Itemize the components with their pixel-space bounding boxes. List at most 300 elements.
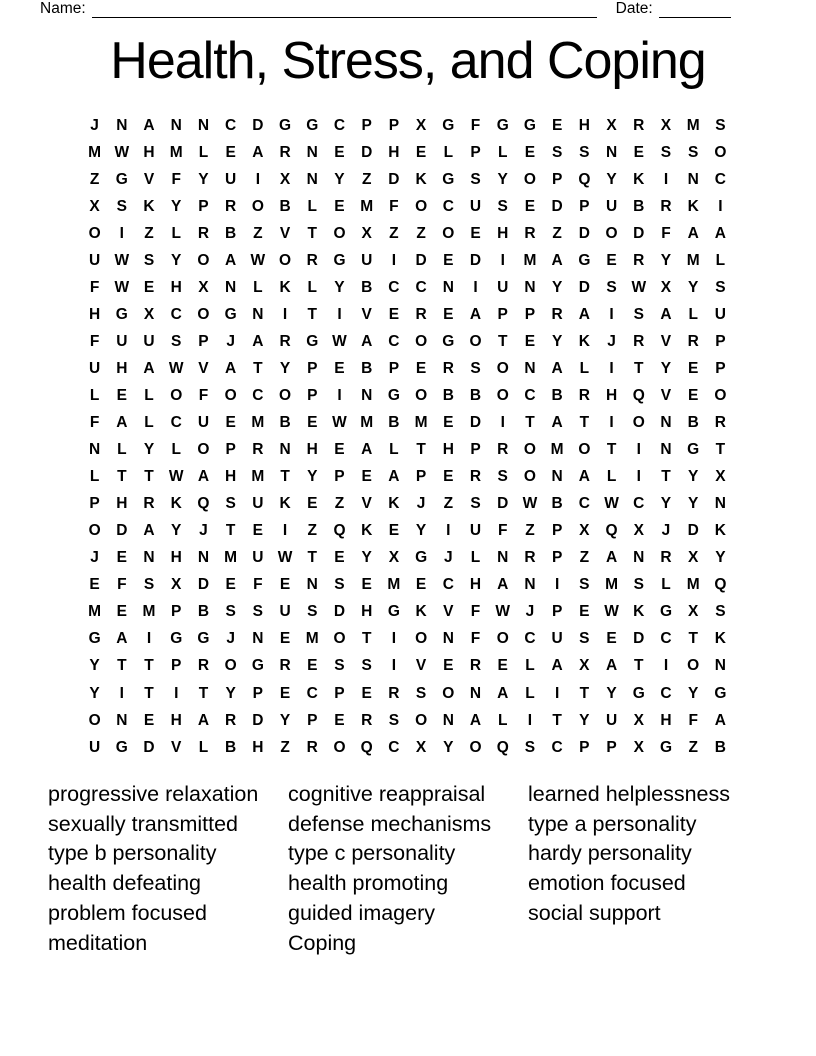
grid-letter-r3c22: I	[663, 170, 669, 188]
grid-letter-r17c12: X	[388, 549, 400, 567]
grid-letter-r8c2: G	[115, 305, 128, 323]
grid-letter-r4c20: U	[605, 197, 618, 215]
word-search-grid	[81, 112, 734, 761]
grid-letter-r7c23: Y	[688, 278, 699, 296]
grid-letter-r10c14: R	[442, 359, 454, 377]
grid-letter-r19c19: E	[579, 603, 590, 621]
grid-letter-r6c12: I	[391, 251, 397, 269]
word-item: emotion focused	[528, 871, 686, 896]
grid-letter-r6c20: E	[606, 251, 617, 269]
grid-letter-r20c4: G	[170, 630, 183, 648]
grid-letter-r4c17: E	[524, 197, 536, 215]
grid-letter-r22c4: I	[174, 684, 179, 702]
grid-letter-r3c11: Z	[361, 170, 372, 188]
grid-letter-r10c24: P	[715, 359, 726, 377]
grid-letter-r16c8: I	[282, 522, 288, 540]
grid-letter-r24c18: C	[551, 738, 563, 756]
grid-letter-r7c5: X	[198, 278, 209, 296]
grid-letter-r22c17: L	[525, 684, 535, 702]
grid-letter-r23c7: D	[252, 711, 264, 729]
grid-letter-r3c10: Y	[334, 170, 345, 188]
grid-letter-r8c12: E	[388, 305, 400, 323]
grid-letter-r6c14: E	[443, 251, 454, 269]
grid-letter-r24c3: D	[143, 738, 155, 756]
grid-letter-r16c2: D	[116, 522, 128, 540]
grid-letter-r10c19: L	[579, 359, 590, 377]
grid-letter-r17c2: E	[116, 549, 127, 567]
grid-letter-r3c7: I	[255, 170, 260, 188]
grid-letter-r24c21: X	[633, 738, 644, 756]
grid-letter-r17c3: N	[143, 549, 155, 567]
grid-letter-r10c5: V	[198, 359, 209, 377]
grid-letter-r15c7: U	[252, 495, 264, 513]
grid-letter-r9c15: O	[469, 332, 482, 350]
grid-letter-r24c5: L	[198, 738, 209, 756]
grid-letter-r14c19: A	[578, 468, 590, 486]
grid-letter-r1c2: N	[116, 116, 128, 134]
grid-letter-r9c8: R	[279, 332, 291, 350]
grid-letter-r15c8: K	[279, 495, 291, 513]
grid-letter-r19c3: M	[142, 603, 156, 621]
grid-letter-r7c12: C	[388, 278, 400, 296]
grid-letter-r12c9: E	[307, 414, 318, 432]
grid-letter-r5c8: V	[279, 224, 291, 242]
grid-letter-r24c8: Z	[280, 738, 290, 756]
grid-letter-r13c2: L	[117, 441, 127, 459]
grid-letter-r22c6: Y	[225, 684, 236, 702]
grid-letter-r5c14: O	[442, 224, 455, 242]
grid-letter-r5c6: B	[225, 224, 237, 242]
grid-letter-r3c15: S	[470, 170, 481, 188]
grid-letter-r1c21: R	[633, 116, 645, 134]
grid-letter-r13c13: T	[416, 441, 426, 459]
grid-letter-r20c11: T	[361, 630, 372, 648]
grid-letter-r20c21: D	[633, 630, 645, 648]
grid-letter-r20c5: G	[197, 630, 210, 648]
grid-letter-r18c22: L	[661, 576, 671, 594]
grid-letter-r7c8: K	[279, 278, 291, 296]
grid-letter-r3c23: N	[687, 170, 699, 188]
grid-letter-r22c15: N	[469, 684, 482, 702]
grid-letter-r18c14: C	[442, 576, 454, 594]
grid-letter-r11c5: F	[198, 386, 209, 404]
grid-letter-r2c14: L	[443, 143, 454, 161]
grid-letter-r2c6: E	[225, 143, 236, 161]
grid-letter-r24c20: P	[606, 738, 617, 756]
grid-letter-r1c18: E	[551, 116, 563, 134]
grid-letter-r20c1: G	[88, 630, 101, 648]
grid-letter-r5c20: O	[605, 224, 618, 242]
grid-letter-r15c20: W	[604, 495, 619, 513]
grid-letter-r22c11: E	[361, 684, 372, 702]
grid-letter-r10c9: P	[307, 359, 318, 377]
grid-letter-r1c11: P	[361, 116, 372, 134]
grid-letter-r9c5: P	[198, 332, 209, 350]
grid-letter-r19c9: S	[307, 603, 318, 621]
grid-letter-r5c18: Z	[552, 224, 562, 242]
grid-letter-r23c9: P	[307, 711, 318, 729]
grid-letter-r12c1: F	[89, 414, 100, 432]
grid-letter-r14c12: A	[388, 468, 400, 486]
grid-letter-r4c9: L	[307, 197, 317, 215]
grid-letter-r12c6: E	[225, 414, 236, 432]
grid-letter-r3c2: G	[115, 170, 128, 188]
grid-letter-r5c4: L	[171, 224, 181, 242]
grid-letter-r4c5: P	[198, 197, 209, 215]
grid-letter-r17c17: R	[524, 549, 536, 567]
grid-letter-r10c12: P	[388, 359, 400, 377]
grid-letter-r17c18: P	[551, 549, 563, 567]
grid-letter-r5c19: D	[578, 224, 590, 242]
word-list-column-3	[528, 780, 766, 929]
word-item: health defeating	[48, 871, 202, 896]
grid-letter-r9c19: K	[578, 332, 590, 350]
grid-letter-r16c5: J	[199, 522, 208, 540]
grid-letter-r4c23: K	[687, 197, 699, 215]
grid-letter-r5c23: A	[687, 224, 699, 242]
grid-letter-r16c9: Z	[307, 522, 317, 540]
grid-letter-r22c16: A	[497, 684, 509, 702]
grid-letter-r17c6: M	[224, 549, 238, 567]
grid-letter-r22c7: P	[252, 684, 264, 702]
grid-letter-r24c19: P	[579, 738, 590, 756]
grid-letter-r11c7: C	[252, 386, 264, 404]
grid-letter-r6c18: A	[551, 251, 563, 269]
grid-letter-r20c24: K	[714, 630, 726, 648]
grid-letter-r14c6: H	[225, 468, 237, 486]
grid-letter-r3c24: C	[714, 170, 726, 188]
grid-letter-r11c8: O	[279, 386, 292, 404]
grid-letter-r10c17: N	[524, 359, 536, 377]
grid-letter-r16c15: U	[469, 522, 482, 540]
grid-letter-r5c5: R	[197, 224, 210, 242]
grid-letter-r16c3: A	[143, 522, 155, 540]
grid-letter-r7c21: W	[631, 278, 647, 296]
grid-letter-r17c22: R	[660, 549, 672, 567]
grid-letter-r11c17: C	[524, 386, 536, 404]
grid-letter-r3c21: K	[633, 170, 645, 188]
grid-letter-r16c14: I	[446, 522, 451, 540]
grid-letter-r1c5: N	[197, 116, 210, 134]
grid-letter-r16c18: P	[551, 522, 563, 540]
grid-letter-r8c13: R	[415, 305, 427, 323]
grid-letter-r10c16: O	[496, 359, 509, 377]
grid-letter-r18c1: E	[89, 576, 100, 594]
grid-letter-r18c10: S	[334, 576, 345, 594]
grid-letter-r6c1: U	[89, 251, 101, 269]
grid-letter-r5c17: R	[524, 224, 536, 242]
grid-letter-r10c23: E	[688, 359, 699, 377]
grid-letter-r18c8: E	[279, 576, 291, 594]
grid-letter-r18c11: E	[361, 576, 372, 594]
grid-letter-r16c17: Z	[525, 522, 535, 540]
grid-letter-r7c18: Y	[551, 278, 563, 296]
grid-letter-r15c11: V	[361, 495, 372, 513]
grid-letter-r15c4: K	[170, 495, 182, 513]
grid-letter-r17c7: U	[252, 549, 264, 567]
page-title: Health, Stress, and Coping	[110, 32, 706, 90]
grid-letter-r8c23: L	[688, 305, 698, 323]
grid-letter-r20c2: A	[116, 630, 128, 648]
grid-letter-r18c21: S	[633, 576, 644, 594]
grid-letter-r9c20: J	[607, 332, 616, 350]
grid-letter-r4c21: B	[633, 197, 645, 215]
grid-letter-r2c5: L	[198, 143, 209, 161]
grid-letter-r9c2: U	[116, 332, 128, 350]
grid-letter-r1c15: F	[470, 116, 481, 134]
grid-letter-r5c12: Z	[389, 224, 399, 242]
grid-letter-r20c6: J	[226, 630, 235, 648]
grid-letter-r20c19: S	[579, 630, 590, 648]
grid-letter-r8c18: R	[551, 305, 563, 323]
grid-letter-r20c12: I	[391, 630, 397, 648]
grid-letter-r15c12: K	[388, 495, 400, 513]
grid-letter-r5c24: A	[714, 224, 726, 242]
grid-letter-r13c24: T	[715, 441, 726, 459]
word-item: problem focused	[48, 900, 207, 925]
grid-letter-r21c7: G	[251, 657, 264, 675]
grid-letter-r10c11: B	[361, 359, 373, 377]
grid-letter-r8c5: O	[197, 305, 210, 323]
grid-letter-r16c24: K	[714, 522, 726, 540]
grid-letter-r13c15: P	[470, 441, 481, 459]
grid-letter-r3c5: Y	[198, 170, 209, 188]
grid-letter-r11c24: O	[714, 386, 727, 404]
grid-letter-r17c20: A	[605, 549, 618, 567]
grid-letter-r11c9: P	[307, 386, 318, 404]
grid-letter-r23c15: A	[469, 711, 482, 729]
grid-letter-r12c11: M	[360, 414, 374, 432]
grid-letter-r22c20: Y	[606, 684, 617, 702]
grid-letter-r4c14: C	[442, 197, 454, 215]
grid-letter-r3c3: V	[143, 170, 155, 188]
grid-letter-r1c1: J	[90, 116, 99, 134]
grid-letter-r10c10: E	[334, 359, 345, 377]
grid-letter-r15c21: C	[633, 495, 645, 513]
grid-letter-r7c13: C	[415, 278, 427, 296]
grid-letter-r23c20: U	[605, 711, 618, 729]
grid-letter-r18c15: H	[469, 576, 482, 594]
grid-letter-r16c1: O	[88, 522, 101, 540]
grid-letter-r15c22: Y	[660, 495, 672, 513]
grid-letter-r2c16: L	[497, 143, 508, 161]
word-item: sexually transmitted	[48, 811, 238, 836]
grid-letter-r20c15: F	[470, 630, 481, 648]
grid-letter-r14c2: T	[117, 468, 127, 486]
grid-letter-r11c11: N	[361, 386, 373, 404]
grid-letter-r2c19: S	[579, 143, 590, 161]
grid-letter-r2c12: H	[388, 143, 400, 161]
grid-letter-r19c20: W	[604, 603, 619, 621]
grid-letter-r16c23: D	[687, 522, 699, 540]
grid-letter-r21c9: E	[307, 657, 318, 675]
grid-letter-r14c16: S	[497, 468, 508, 486]
grid-letter-r7c17: N	[524, 278, 536, 296]
grid-letter-r7c4: H	[170, 278, 182, 296]
grid-letter-r11c18: B	[551, 386, 563, 404]
grid-letter-r12c12: B	[388, 414, 400, 432]
grid-letter-r13c20: T	[606, 441, 617, 459]
grid-letter-r19c5: B	[197, 603, 210, 621]
grid-letter-r13c16: R	[497, 441, 509, 459]
grid-letter-r2c21: E	[633, 143, 644, 161]
grid-letter-r22c12: R	[388, 684, 400, 702]
grid-letter-r4c19: P	[579, 197, 590, 215]
grid-letter-r23c23: F	[688, 711, 698, 729]
grid-letter-r11c6: O	[224, 386, 237, 404]
grid-letter-r23c6: R	[225, 711, 237, 729]
grid-letter-r20c22: C	[660, 630, 672, 648]
grid-letter-r10c15: S	[470, 359, 481, 377]
grid-letter-r12c14: E	[443, 414, 454, 432]
grid-letter-r17c8: W	[277, 549, 293, 567]
grid-letter-r12c2: A	[116, 414, 128, 432]
grid-letter-r19c24: S	[715, 603, 726, 621]
grid-letter-r20c13: O	[415, 630, 428, 648]
grid-letter-r7c6: N	[225, 278, 237, 296]
grid-letter-r9c3: U	[143, 332, 155, 350]
grid-letter-r1c14: G	[442, 116, 455, 134]
grid-letter-r6c7: W	[250, 251, 266, 269]
word-item: hardy personality	[528, 841, 692, 866]
grid-letter-r21c14: E	[443, 657, 454, 675]
grid-letter-r2c17: E	[524, 143, 536, 161]
grid-letter-r19c23: X	[688, 603, 699, 621]
grid-letter-r4c15: U	[469, 197, 482, 215]
date-blank-line	[659, 1, 731, 18]
grid-letter-r7c10: Y	[334, 278, 345, 296]
grid-letter-r7c15: I	[473, 278, 478, 296]
grid-letter-r13c3: Y	[143, 441, 155, 459]
grid-letter-r5c21: D	[633, 224, 645, 242]
grid-letter-r22c3: T	[144, 684, 154, 702]
grid-letter-r23c14: N	[442, 711, 454, 729]
name-blank-line	[92, 1, 597, 18]
grid-letter-r15c15: S	[470, 495, 481, 513]
grid-letter-r6c16: I	[500, 251, 505, 269]
grid-letter-r19c12: G	[387, 603, 400, 621]
grid-letter-r9c22: V	[660, 332, 672, 350]
grid-letter-r7c7: L	[253, 278, 263, 296]
grid-letter-r9c10: W	[332, 332, 347, 350]
grid-letter-r6c11: U	[361, 251, 373, 269]
grid-letter-r23c1: O	[88, 711, 101, 729]
grid-letter-r17c19: Z	[579, 549, 590, 567]
word-item: type a personality	[528, 811, 697, 836]
grid-letter-r12c24: R	[714, 414, 726, 432]
grid-letter-r11c21: Q	[632, 386, 645, 404]
grid-letter-r13c9: H	[306, 441, 318, 459]
grid-letter-r20c20: E	[606, 630, 617, 648]
grid-letter-r6c5: O	[197, 251, 210, 269]
grid-letter-r2c15: P	[470, 143, 481, 161]
grid-letter-r1c16: G	[496, 116, 509, 134]
grid-letter-r1c10: C	[333, 116, 346, 134]
grid-letter-r13c17: O	[523, 441, 536, 459]
grid-letter-r22c13: S	[415, 684, 427, 702]
grid-letter-r17c5: N	[197, 549, 210, 567]
grid-letter-r13c11: A	[361, 441, 373, 459]
grid-letter-r5c11: X	[361, 224, 372, 242]
grid-letter-r19c16: W	[495, 603, 511, 621]
grid-letter-r22c9: C	[306, 684, 318, 702]
grid-letter-r21c21: T	[634, 657, 644, 675]
grid-letter-r12c17: T	[525, 414, 535, 432]
grid-letter-r22c14: O	[442, 684, 455, 702]
grid-letter-r18c20: M	[605, 576, 619, 594]
grid-letter-r19c15: F	[470, 603, 481, 621]
grid-letter-r18c5: D	[197, 576, 210, 594]
grid-letter-r4c2: S	[116, 197, 127, 215]
grid-letter-r4c12: F	[389, 197, 399, 215]
grid-letter-r13c1: N	[89, 441, 101, 459]
grid-letter-r3c9: N	[306, 170, 318, 188]
grid-letter-r22c8: E	[279, 684, 291, 702]
grid-letter-r14c8: T	[280, 468, 290, 486]
grid-letter-r10c13: E	[415, 359, 427, 377]
grid-letter-r4c24: I	[718, 197, 723, 215]
grid-letter-r11c15: B	[469, 386, 482, 404]
grid-letter-r21c6: O	[224, 657, 237, 675]
grid-letter-r15c23: Y	[688, 495, 699, 513]
grid-letter-r2c7: A	[252, 143, 264, 161]
grid-letter-r9c4: S	[171, 332, 182, 350]
grid-letter-r18c3: S	[143, 576, 155, 594]
grid-letter-r6c15: D	[469, 251, 482, 269]
grid-letter-r22c1: Y	[89, 684, 100, 702]
grid-letter-r12c5: U	[197, 414, 210, 432]
grid-letter-r2c10: E	[334, 143, 345, 161]
grid-letter-r6c21: R	[633, 251, 645, 269]
grid-letter-r13c19: O	[578, 441, 591, 459]
grid-letter-r7c11: B	[361, 278, 373, 296]
grid-letter-r21c15: R	[469, 657, 482, 675]
grid-letter-r5c10: O	[333, 224, 346, 242]
grid-letter-r14c11: E	[361, 468, 372, 486]
grid-letter-r5c15: E	[470, 224, 481, 242]
grid-letter-r21c4: P	[171, 657, 182, 675]
grid-letter-r3c17: O	[523, 170, 536, 188]
grid-letter-r8c19: A	[578, 305, 590, 323]
grid-letter-r20c18: U	[551, 630, 563, 648]
grid-letter-r21c2: T	[117, 657, 127, 675]
grid-letter-r13c12: L	[389, 441, 399, 459]
grid-letter-r3c4: F	[171, 170, 181, 188]
grid-letter-r24c7: H	[252, 738, 264, 756]
grid-letter-r16c10: Q	[333, 522, 346, 540]
grid-letter-r23c12: S	[388, 711, 400, 729]
grid-letter-r11c14: B	[442, 386, 454, 404]
grid-letter-r22c24: G	[714, 684, 727, 702]
grid-letter-r18c12: M	[387, 576, 401, 594]
grid-letter-r5c13: Z	[416, 224, 426, 242]
grid-letter-r14c24: X	[715, 468, 726, 486]
grid-letter-r8c11: V	[361, 305, 372, 323]
grid-letter-r1c24: S	[715, 116, 726, 134]
grid-letter-r20c9: M	[305, 630, 319, 648]
grid-letter-r1c20: X	[606, 116, 617, 134]
grid-letter-r9c23: R	[687, 332, 699, 350]
grid-letter-r15c6: S	[225, 495, 236, 513]
grid-letter-r20c7: N	[252, 630, 264, 648]
grid-letter-r14c10: P	[334, 468, 345, 486]
grid-letter-r5c22: F	[661, 224, 671, 242]
grid-letter-r6c17: M	[523, 251, 537, 269]
grid-letter-r11c19: R	[578, 386, 590, 404]
grid-letter-r23c4: H	[170, 711, 182, 729]
grid-letter-r11c4: O	[170, 386, 183, 404]
grid-letter-r19c18: P	[551, 603, 563, 621]
